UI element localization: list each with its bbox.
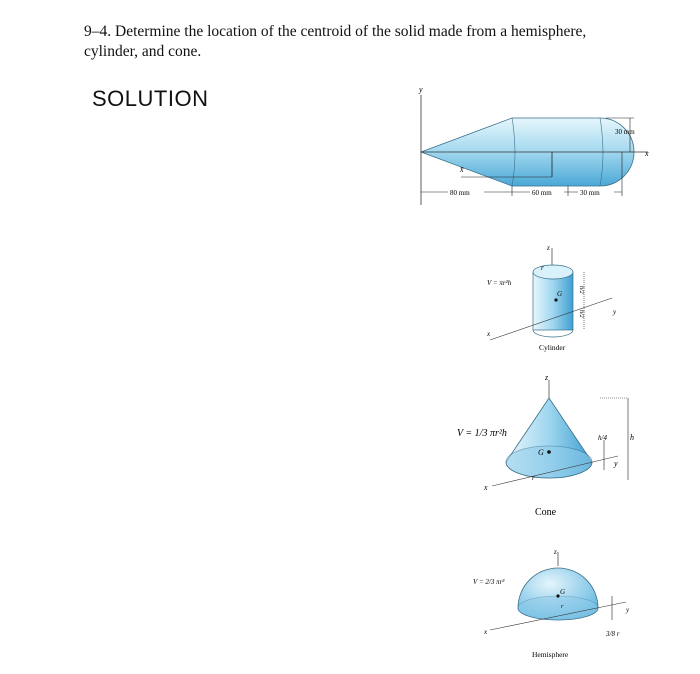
- cyl-caption: Cylinder: [539, 343, 566, 352]
- main-y-label: y: [419, 85, 423, 94]
- xbar-label: x̄: [460, 165, 464, 174]
- hemi-dist-label: 3/8 r: [606, 630, 620, 638]
- hemi-x-label: x: [484, 628, 488, 636]
- cyl-y-label: y: [613, 308, 617, 316]
- dim-60-label: 60 mm: [532, 189, 552, 197]
- cone-h-quarter-label: h/4: [598, 434, 607, 442]
- cone-y-label: y: [614, 459, 618, 468]
- cylinder-figure: [486, 244, 617, 352]
- cylinder-bottom-edge: [533, 330, 573, 337]
- hemi-volume-formula: V = 2/3 πr³: [473, 578, 505, 586]
- cyl-radius-label: r: [541, 264, 544, 272]
- problem-number: 9–4.: [84, 23, 112, 40]
- hemi-caption: Hemisphere: [532, 650, 569, 659]
- cyl-volume-formula: V = πr²h: [487, 279, 512, 287]
- problem-text: Determine the location of the centroid of the solid made from a hemisphere, cylinder, and cone.: [84, 23, 587, 60]
- cyl-centroid-dot: [554, 298, 557, 301]
- dim-80-label: 80 mm: [450, 189, 470, 197]
- cone-volume-formula: V = 1/3 πr²h: [457, 428, 507, 439]
- cone-z-label: z: [545, 373, 549, 382]
- cone-figure: [457, 373, 634, 518]
- cylinder-top-face: [533, 265, 573, 279]
- hemi-y-label: y: [626, 606, 630, 614]
- dim-30-label: 30 mm: [580, 189, 600, 197]
- cone-x-label: x: [484, 483, 488, 492]
- solution-heading: SOLUTION: [92, 86, 209, 111]
- cyl-z-label: z: [547, 244, 550, 252]
- hemi-z-label: z: [554, 548, 557, 556]
- main-composite-figure: [418, 85, 649, 205]
- cone-h-label: h: [630, 433, 634, 442]
- cone-caption: Cone: [535, 507, 557, 518]
- hemisphere-base: [518, 596, 598, 620]
- cone-radius-label: r: [532, 474, 535, 482]
- radius-label: 30 mm: [615, 128, 635, 136]
- cone-centroid-label: G: [538, 448, 544, 457]
- main-x-label: x: [645, 149, 649, 158]
- hemi-radius-label: r: [561, 604, 564, 610]
- hemi-centroid-label: G: [560, 588, 566, 596]
- hemisphere-figure: [473, 548, 630, 659]
- cyl-centroid-label: G: [557, 290, 563, 298]
- cyl-h-half-bottom: h/2: [578, 310, 584, 318]
- cone-centroid-dot: [547, 450, 551, 454]
- cylinder-body: [533, 272, 573, 330]
- cyl-x-label: x: [487, 330, 491, 338]
- cyl-h-half-top: h/2: [578, 286, 584, 294]
